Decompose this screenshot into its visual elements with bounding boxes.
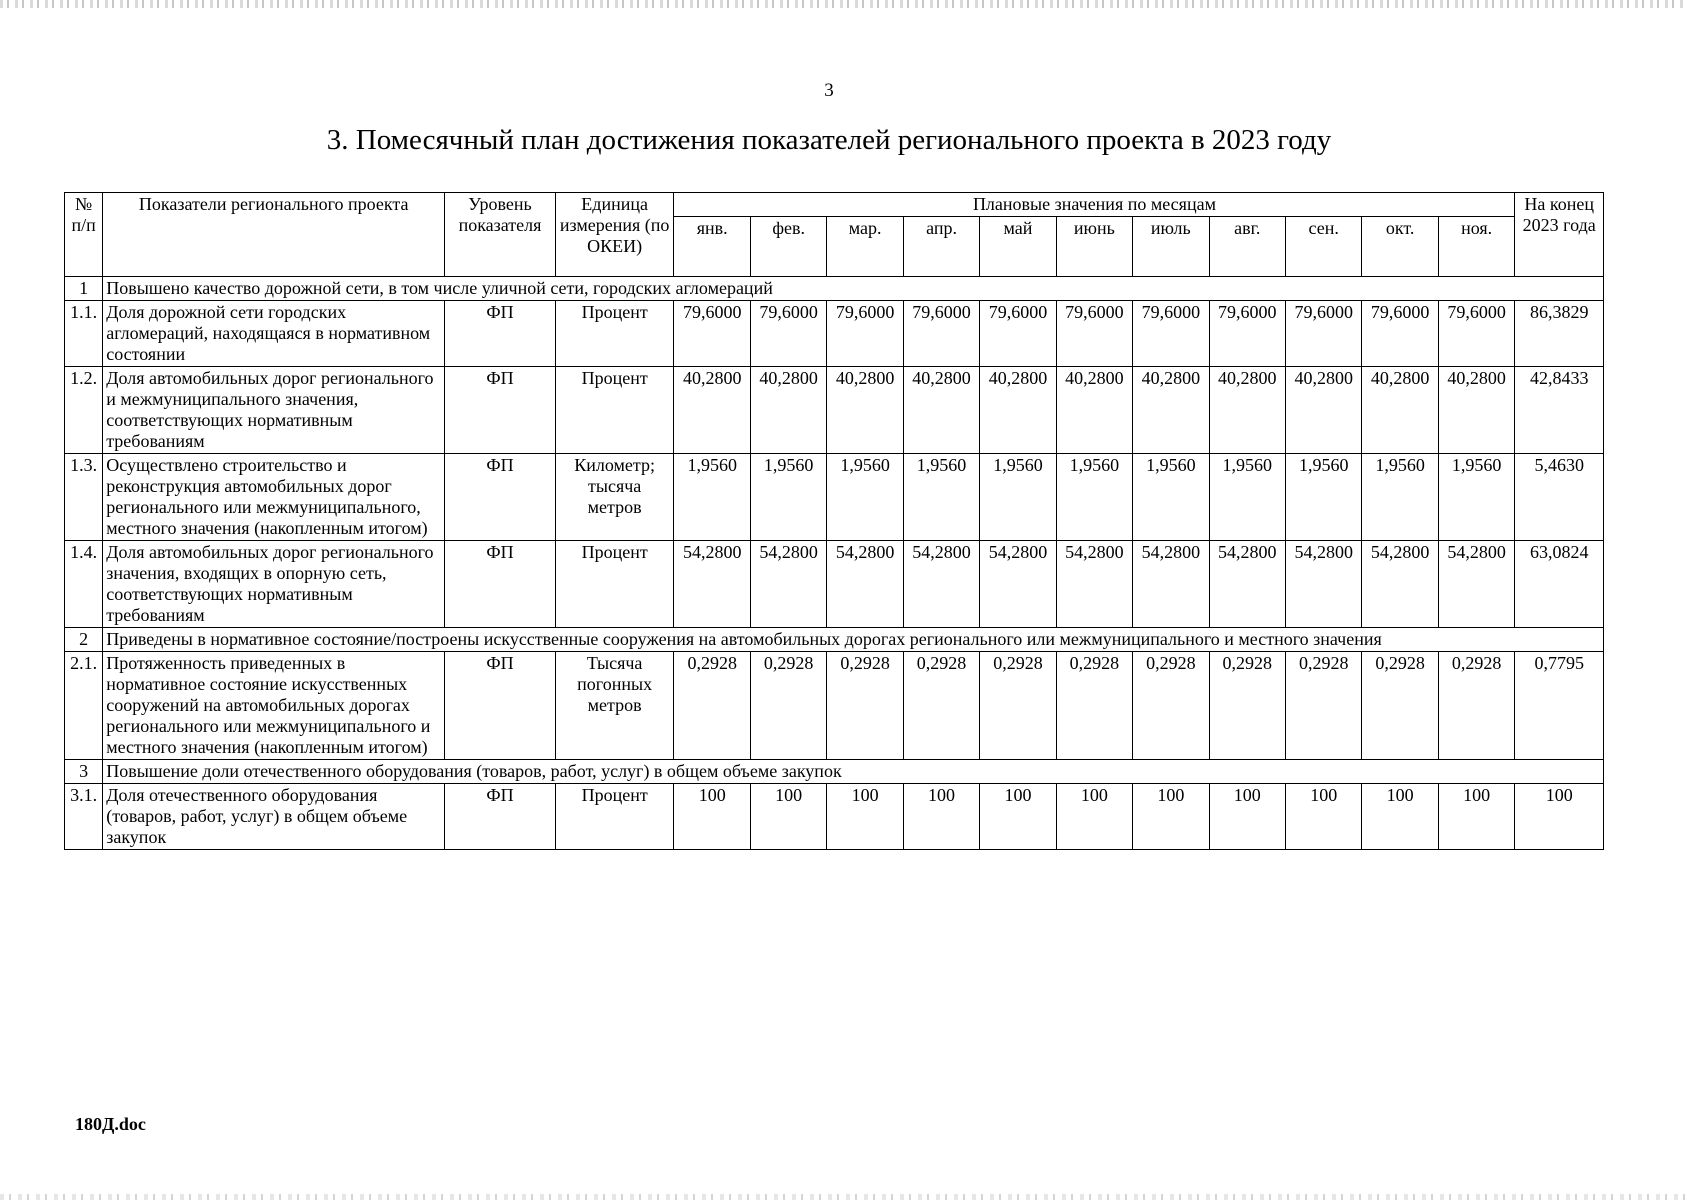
header-month: ноя. — [1438, 217, 1515, 277]
section-row — [65, 760, 1604, 784]
month-value: 79,6000 — [750, 301, 826, 367]
month-value: 0,2928 — [674, 652, 750, 760]
header-month: сен. — [1285, 217, 1361, 277]
end-of-year-value: 5,4630 — [1515, 454, 1604, 541]
row-number: 1.2. — [65, 367, 103, 454]
row-number: 3.1. — [65, 784, 103, 850]
end-of-year-value: 100 — [1515, 784, 1604, 850]
row-number: 1.1. — [65, 301, 103, 367]
month-value: 40,2800 — [903, 367, 979, 454]
month-value: 1,9560 — [980, 454, 1056, 541]
table-row — [65, 301, 1604, 367]
header-num: № п/п — [65, 193, 103, 277]
header-end-of-year: На конец 2023 года — [1515, 193, 1604, 277]
header-month: окт. — [1362, 217, 1438, 277]
section-number: 3 — [65, 760, 103, 784]
end-of-year-value: 0,7795 — [1515, 652, 1604, 760]
month-value: 40,2800 — [1209, 367, 1285, 454]
header-planned-group: Плановые значения по месяцам — [674, 193, 1515, 217]
header-month: авг. — [1209, 217, 1285, 277]
table-row — [65, 367, 1604, 454]
month-value: 79,6000 — [1133, 301, 1209, 367]
month-value: 100 — [750, 784, 826, 850]
month-value: 0,2928 — [750, 652, 826, 760]
month-value: 100 — [903, 784, 979, 850]
header-indicator: Показатели регионального проекта — [103, 193, 445, 277]
month-value: 79,6000 — [674, 301, 750, 367]
month-value: 54,2800 — [674, 541, 750, 628]
section-number: 2 — [65, 628, 103, 652]
month-value: 54,2800 — [980, 541, 1056, 628]
indicator-level: ФП — [445, 301, 556, 367]
month-value: 54,2800 — [750, 541, 826, 628]
month-value: 1,9560 — [750, 454, 826, 541]
month-value: 40,2800 — [1362, 367, 1438, 454]
section-number: 1 — [65, 277, 103, 301]
month-value: 54,2800 — [1209, 541, 1285, 628]
month-value: 40,2800 — [1056, 367, 1132, 454]
month-value: 1,9560 — [903, 454, 979, 541]
indicator-name: Протяженность приведенных в нормативное состояние искусственных сооружений на автомобильных дорогах регионального или межмуниципального и местного значения (накопленным итогом) — [103, 652, 445, 760]
month-value: 40,2800 — [827, 367, 903, 454]
month-value: 1,9560 — [1209, 454, 1285, 541]
month-value: 100 — [674, 784, 750, 850]
indicator-level: ФП — [445, 652, 556, 760]
indicators-table — [64, 192, 1604, 850]
month-value: 0,2928 — [1285, 652, 1361, 760]
header-month: мар. — [827, 217, 903, 277]
header-month: май — [980, 217, 1056, 277]
indicator-level: ФП — [445, 541, 556, 628]
month-value: 54,2800 — [1362, 541, 1438, 628]
month-value: 54,2800 — [1133, 541, 1209, 628]
header-level: Уровень показателя — [445, 193, 556, 277]
month-value: 0,2928 — [827, 652, 903, 760]
month-value: 54,2800 — [1285, 541, 1361, 628]
month-value: 79,6000 — [903, 301, 979, 367]
end-of-year-value: 86,3829 — [1515, 301, 1604, 367]
indicator-name: Доля дорожной сети городских агломераций, находящаяся в нормативном состоянии — [103, 301, 445, 367]
footer-file-name: 180Д.doc — [75, 1114, 146, 1134]
indicator-unit: Процент — [555, 301, 674, 367]
header-month: янв. — [674, 217, 750, 277]
indicator-name: Осуществлено строительство и реконструкция автомобильных дорог регионального или межмуниципального, местного значения (накопленным итогом) — [103, 454, 445, 541]
month-value: 0,2928 — [1056, 652, 1132, 760]
month-value: 0,2928 — [903, 652, 979, 760]
month-value: 79,6000 — [1285, 301, 1361, 367]
indicator-name: Доля автомобильных дорог регионального значения, входящих в опорную сеть, соответствующих нормативным требованиям — [103, 541, 445, 628]
month-value: 0,2928 — [1133, 652, 1209, 760]
month-value: 79,6000 — [827, 301, 903, 367]
header-row-1 — [65, 193, 1604, 217]
month-value: 100 — [1438, 784, 1515, 850]
row-number: 1.4. — [65, 541, 103, 628]
table-row — [65, 652, 1604, 760]
indicator-level: ФП — [445, 784, 556, 850]
row-number: 1.3. — [65, 454, 103, 541]
end-of-year-value: 63,0824 — [1515, 541, 1604, 628]
section-title: Повышено качество дорожной сети, в том числе уличной сети, городских агломераций — [103, 277, 1604, 301]
month-value: 100 — [1133, 784, 1209, 850]
month-value: 100 — [1056, 784, 1132, 850]
row-number: 2.1. — [65, 652, 103, 760]
month-value: 79,6000 — [1209, 301, 1285, 367]
header-month: июль — [1133, 217, 1209, 277]
month-value: 40,2800 — [750, 367, 826, 454]
indicator-unit: Тысяча погонных метров — [555, 652, 674, 760]
month-value: 1,9560 — [1438, 454, 1515, 541]
month-value: 0,2928 — [1362, 652, 1438, 760]
month-value: 0,2928 — [1209, 652, 1285, 760]
month-value: 79,6000 — [1056, 301, 1132, 367]
month-value: 40,2800 — [1133, 367, 1209, 454]
month-value: 1,9560 — [1133, 454, 1209, 541]
month-value: 0,2928 — [980, 652, 1056, 760]
month-value: 79,6000 — [1438, 301, 1515, 367]
table-body — [65, 277, 1604, 850]
month-value: 100 — [827, 784, 903, 850]
indicator-unit: Километр; тысяча метров — [555, 454, 674, 541]
month-value: 79,6000 — [1362, 301, 1438, 367]
indicator-unit: Процент — [555, 367, 674, 454]
month-value: 1,9560 — [1362, 454, 1438, 541]
month-value: 100 — [980, 784, 1056, 850]
section-title: Приведены в нормативное состояние/построены искусственные сооружения на автомобильных дорогах регионального или межмуниципального и местного значения — [103, 628, 1604, 652]
header-unit: Единица измерения (по ОКЕИ) — [555, 193, 674, 277]
scan-edge-top — [0, 0, 1686, 8]
month-value: 1,9560 — [827, 454, 903, 541]
table-row — [65, 784, 1604, 850]
page-number: 3 — [824, 80, 834, 101]
month-value: 100 — [1285, 784, 1361, 850]
month-value: 79,6000 — [980, 301, 1056, 367]
section-title: Повышение доли отечественного оборудования (товаров, работ, услуг) в общем объеме закупок — [103, 760, 1604, 784]
header-month: июнь — [1056, 217, 1132, 277]
month-value: 54,2800 — [1056, 541, 1132, 628]
month-value: 1,9560 — [1056, 454, 1132, 541]
indicator-name: Доля отечественного оборудования (товаров, работ, услуг) в общем объеме закупок — [103, 784, 445, 850]
month-value: 54,2800 — [903, 541, 979, 628]
indicator-unit: Процент — [555, 541, 674, 628]
month-value: 54,2800 — [827, 541, 903, 628]
indicator-level: ФП — [445, 367, 556, 454]
month-value: 100 — [1209, 784, 1285, 850]
section-row — [65, 277, 1604, 301]
month-value: 40,2800 — [1285, 367, 1361, 454]
month-value: 40,2800 — [980, 367, 1056, 454]
month-value: 1,9560 — [1285, 454, 1361, 541]
indicator-level: ФП — [445, 454, 556, 541]
header-month: фев. — [750, 217, 826, 277]
month-value: 40,2800 — [674, 367, 750, 454]
scan-edge-bottom — [0, 1194, 1686, 1200]
month-value: 0,2928 — [1438, 652, 1515, 760]
month-value: 100 — [1362, 784, 1438, 850]
header-month: апр. — [903, 217, 979, 277]
month-value: 40,2800 — [1438, 367, 1515, 454]
table-row — [65, 541, 1604, 628]
end-of-year-value: 42,8433 — [1515, 367, 1604, 454]
page-title: 3. Помесячный план достижения показателей регионального проекта в 2023 году — [326, 124, 1332, 156]
section-row — [65, 628, 1604, 652]
table-row — [65, 454, 1604, 541]
month-value: 54,2800 — [1438, 541, 1515, 628]
indicator-unit: Процент — [555, 784, 674, 850]
month-value: 1,9560 — [674, 454, 750, 541]
indicator-name: Доля автомобильных дорог регионального и межмуниципального значения, соответствующих нормативным требованиям — [103, 367, 445, 454]
